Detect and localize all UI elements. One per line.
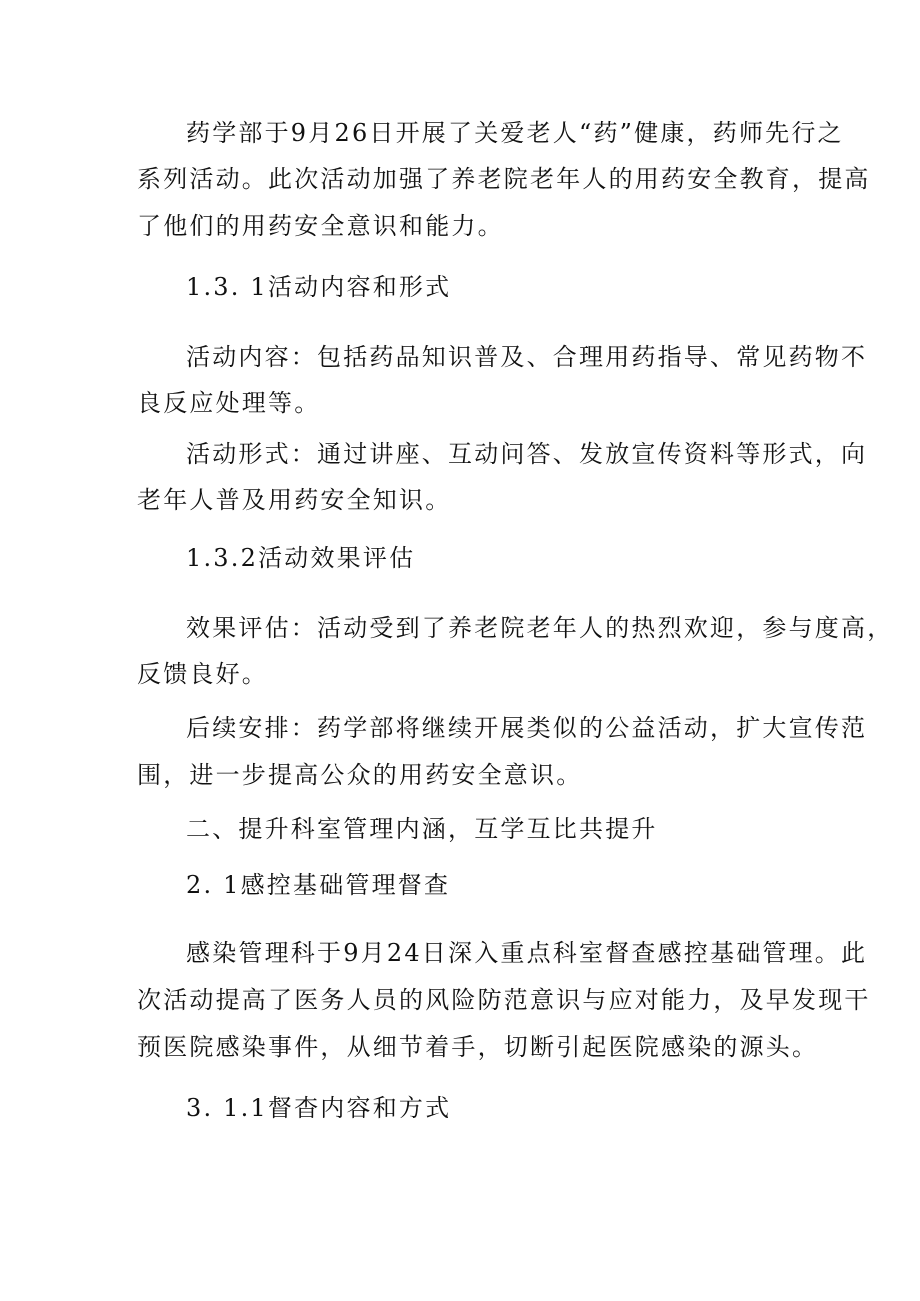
text-line: 了他们的用药安全意识和能力。 [137,212,504,240]
heading-1-3-2: 1.3.2活动效果评估 [186,544,416,572]
text-line: 预医院感染事件，从细节着手，切断引起医院感染的源头。 [137,1033,819,1061]
text-line: 效果评估：活动受到了养老院老年人的热烈欢迎，参与度高， [186,614,894,642]
text-line: 良反应处理等。 [137,389,321,417]
text-line: 后续安排：药学部将继续开展类似的公益活动，扩大宣传范 [186,714,868,742]
text-line: 系列活动。此次活动加强了养老院老年人的用药安全教育，提高 [137,165,871,193]
text-line: 感染管理科于9月24日深入重点科室督查感控基础管理。此 [186,939,868,967]
text-line: 围，进一步提高公众的用药安全意识。 [137,761,583,789]
section-heading-two: 二、提升科室管理内涵，互学互比共提升 [186,815,658,843]
text-line: 药学部于9月26日开展了关爱老人“药”健康，药师先行之 [186,119,844,147]
text-line: 活动形式：通过讲座、互动问答、发放宣传资料等形式，向 [186,440,868,468]
heading-1-3-1: 1.3. 1活动内容和形式 [186,273,452,301]
text-line: 次活动提高了医务人员的风险防范意识与应对能力，及早发现干 [137,986,871,1014]
text-line: 活动内容：包括药品知识普及、合理用药指导、常见药物不 [186,343,868,371]
text-line: 老年人普及用药安全知识。 [137,486,452,514]
heading-2-1: 2. 1感控基础管理督查 [186,871,451,899]
heading-3-1-1: 3. 1.1督杳内容和方式 [186,1094,452,1122]
text-line: 反馈良好。 [137,660,268,688]
